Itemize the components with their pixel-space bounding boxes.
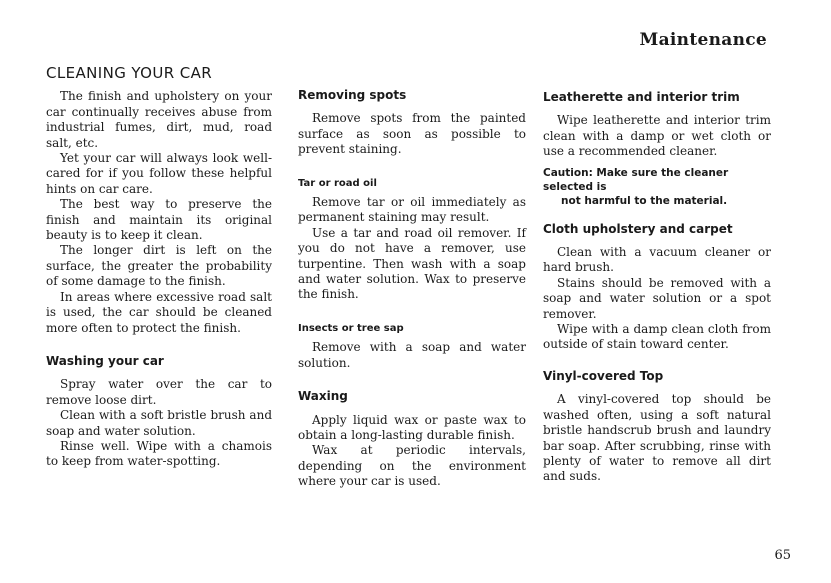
insects-paragraph: Remove with a soap and water solution.: [298, 340, 526, 370]
leatherette-paragraph: Wipe leatherette and interior trim clean with a damp or wet cloth or use a recommended cleaner.: [543, 113, 771, 159]
subsection-title-washing: Washing your car: [46, 353, 164, 368]
tar-paragraph: Use a tar and road oil remover. If you do not have a remover, use turpentine. Then wash with a soap and water solution. Wax to preserve the finish.: [298, 225, 526, 302]
waxing-paragraph: Wax at periodic intervals, depending on the environment where your car is used.: [298, 443, 526, 489]
washing-paragraph: Clean with a soft bristle brush and soap and water solution.: [46, 408, 272, 438]
spots-body: [298, 111, 526, 157]
subsection-title-spots: Removing spots: [298, 88, 407, 102]
caution-line: Caution: Make sure the cleaner selected is: [543, 166, 729, 193]
page-number: 65: [774, 548, 791, 563]
caution-note: [543, 166, 771, 208]
subsection-title-waxing: Waxing: [298, 389, 348, 404]
washing-body: [46, 377, 272, 469]
tar-body: [298, 195, 526, 303]
leatherette-body: [543, 113, 771, 159]
section-title-cleaning: CLEANING YOUR CAR: [46, 64, 213, 82]
cleaning-paragraph: The finish and upholstery on your car continually receives abuse from industrial fumes, dirt, mud, road salt, etc.: [46, 89, 272, 150]
cleaning-paragraph: In areas where excessive road salt is used, the car should be cleaned more often to protect the finish.: [46, 289, 272, 335]
cleaning-paragraph: Yet your car will always look well-cared for if you follow these helpful hints on car care.: [46, 151, 272, 196]
cleaning-paragraph: The best way to preserve the finish and maintain its original beauty is to keep it clean.: [46, 197, 272, 243]
cloth-paragraph: Clean with a vacuum cleaner or hard brush.: [543, 245, 771, 275]
waxing-body: [298, 413, 526, 490]
subsection-title-tar: Tar or road oil: [298, 177, 377, 189]
page-header-title: Maintenance: [639, 30, 767, 50]
column-interior: [543, 90, 771, 495]
column-spots-waxing: [298, 88, 526, 500]
cleaning-body: [46, 89, 272, 336]
cleaning-paragraph: The longer dirt is left on the surface, the greater the probability of some damage to the finish.: [46, 243, 272, 289]
spots-paragraph: Remove spots from the painted surface as soon as possible to prevent staining.: [298, 111, 526, 157]
subsection-title-leatherette: Leatherette and interior trim: [543, 90, 740, 104]
cloth-body: [543, 245, 771, 353]
cloth-paragraph: Stains should be removed with a soap and water solution or a spot remover.: [543, 275, 771, 321]
insects-body: [298, 340, 526, 371]
washing-paragraph: Spray water over the car to remove loose dirt.: [46, 377, 272, 407]
washing-paragraph: Rinse well. Wipe with a chamois to keep from water-spotting.: [46, 438, 272, 469]
cloth-paragraph: Wipe with a damp clean cloth from outside of stain toward center.: [543, 322, 771, 352]
subsection-title-insects: Insects or tree sap: [298, 322, 404, 334]
waxing-paragraph: Apply liquid wax or paste wax to obtain a long-lasting durable finish.: [298, 412, 526, 442]
subsection-title-cloth: Cloth upholstery and carpet: [543, 221, 733, 236]
tar-paragraph: Remove tar or oil immediately as permanent staining may result.: [298, 195, 526, 225]
column-cleaning: [46, 66, 272, 480]
vinyl-body: [543, 392, 771, 484]
caution-line: not harmful to the material.: [561, 194, 728, 207]
subsection-title-vinyl: Vinyl-covered Top: [543, 368, 664, 383]
vinyl-paragraph: A vinyl-covered top should be washed often, using a soft natural bristle handscrub brush and laundry bar soap. After scrubbing, rinse with plenty of water to remove all dirt and suds.: [543, 392, 771, 484]
